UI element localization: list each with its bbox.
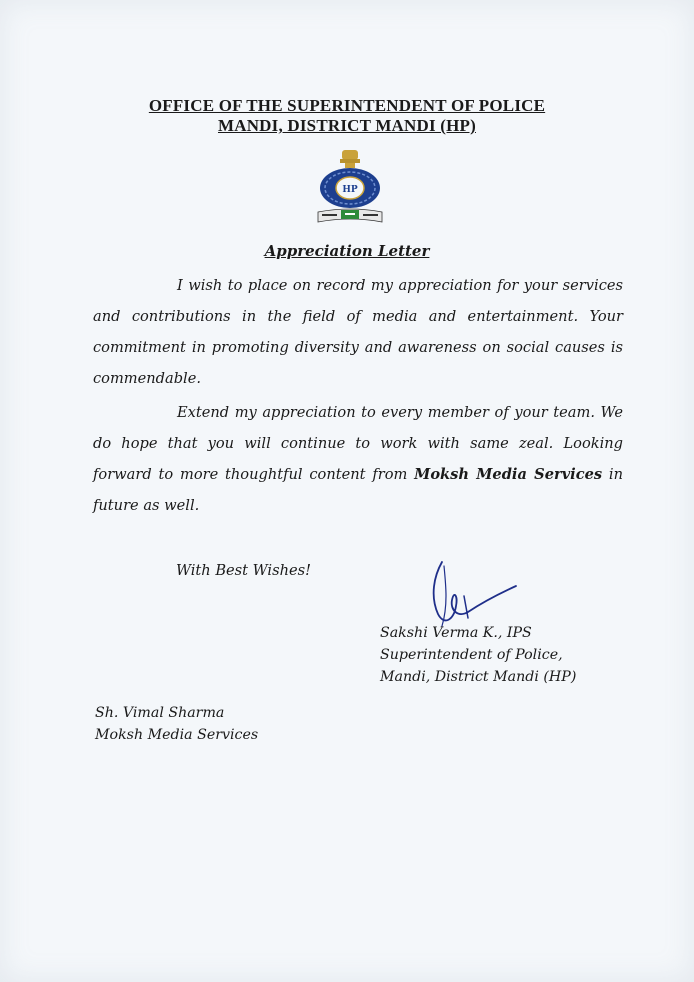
paragraph-1	[93, 270, 623, 394]
recipient-block	[95, 702, 258, 746]
svg-text:HP: HP	[342, 185, 358, 195]
signatory-designation: Superintendent of Police,	[380, 647, 563, 663]
paragraph-1-text: I wish to place on record my appreciation for your services and contributions in the field of media and entertainment. Your commitment in promoting diversity and awareness on social causes is commendable.	[93, 277, 623, 387]
signatory-location: Mandi, District Mandi (HP)	[380, 669, 577, 685]
signatory-name: Sakshi Verma K., IPS	[380, 625, 532, 641]
signatory-block	[380, 622, 576, 688]
paragraph-2-after: in future as well.	[93, 466, 624, 514]
paragraph-2	[93, 397, 623, 521]
recipient-name: Sh. Vimal Sharma	[95, 705, 225, 721]
organization-highlight: Moksh Media Services	[414, 466, 603, 483]
recipient-organization: Moksh Media Services	[95, 727, 259, 743]
paragraph-2-text	[93, 397, 623, 521]
paragraph-2-before: Extend my appreciation to every member of your team. We do hope that you will continue to work with same zeal. Looking forward to more thoughtful content from	[93, 404, 623, 483]
letter-title: Appreciation Letter	[264, 242, 430, 260]
letterhead-line-1: OFFICE OF THE SUPERINTENDENT OF POLICE	[148, 96, 546, 115]
letterhead-line-2: MANDI, DISTRICT MANDI (HP)	[217, 116, 476, 135]
police-emblem-icon	[312, 148, 388, 226]
closing-greeting: With Best Wishes!	[176, 562, 311, 579]
letterhead	[0, 96, 694, 136]
